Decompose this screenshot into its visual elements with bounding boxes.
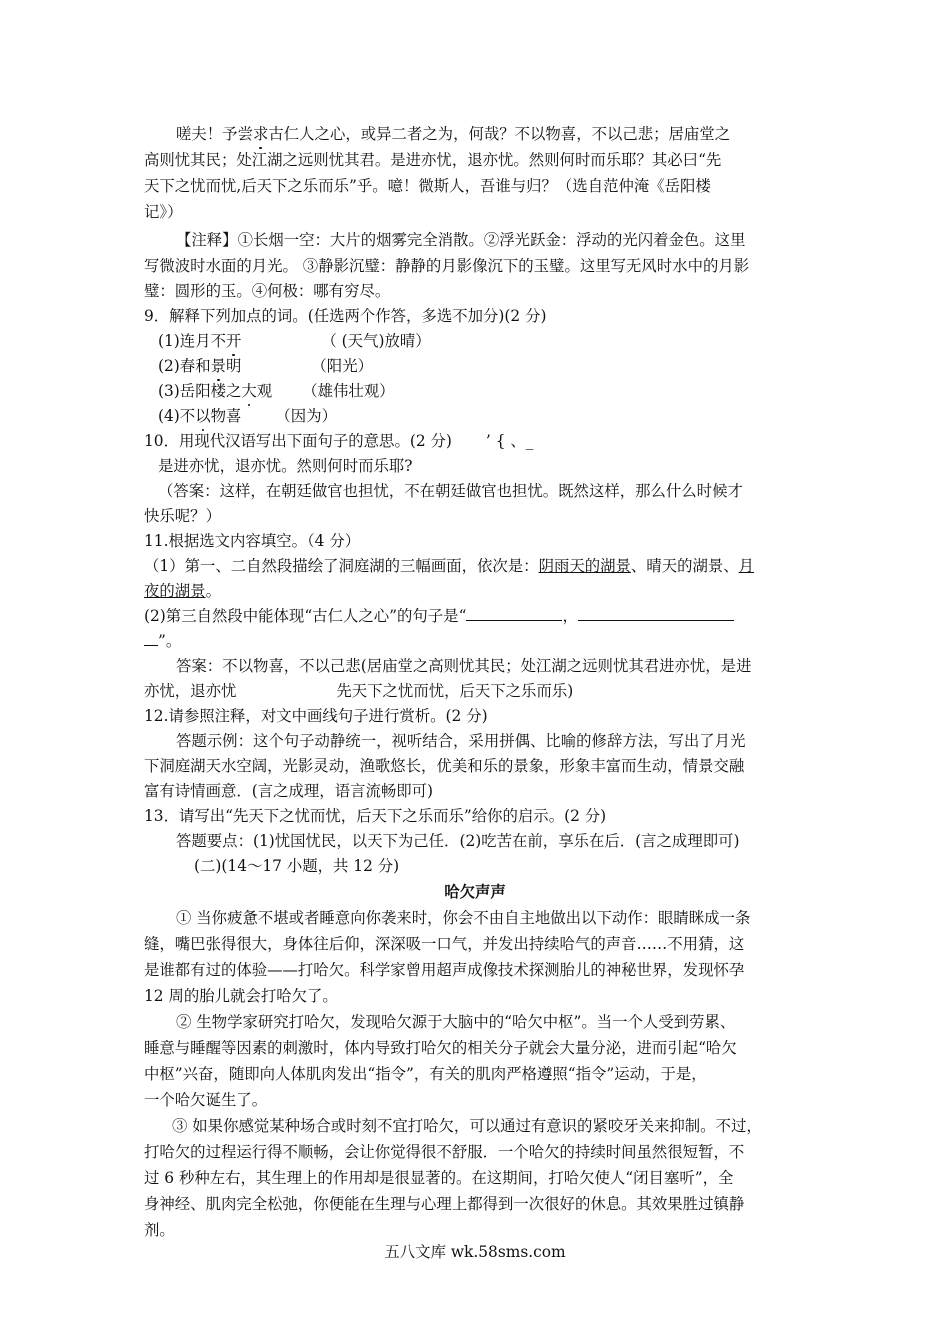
underlined-answer: 阴雨天的湖景 <box>538 557 631 575</box>
q12-answer: 下洞庭湖天水空阔，光影灵动，渔歌悠长，优美和乐的景象，形象丰富而生动，情景交融 <box>144 757 745 775</box>
article-paragraph-line: 剂。 <box>144 1221 175 1239</box>
q11-part2-cont: ”。 <box>144 629 181 653</box>
q9-item: (2)春和景明 （阳光） <box>158 354 373 378</box>
article-paragraph-line: 中枢”兴奋，随即向人体肌肉发出“指令”，有关的肌肉严格遵照“指令”运动，于是， <box>144 1065 707 1083</box>
section-label: (二)(14～17 小题，共 12 分) <box>194 857 400 875</box>
q10-answer: 快乐呢？） <box>144 507 221 525</box>
q11-part2: (2)第三自然段中能体现“古仁人之心”的句子是“ ， <box>144 604 734 628</box>
article-paragraph-line: ③ 如果你感觉某种场合或时刻不宜打哈欠，可以通过有意识的紧咬牙关来抑制。不过， <box>172 1117 762 1135</box>
article-paragraph-line: ② 生物学家研究打哈欠，发现哈欠源于大脑中的“哈欠中枢”。当一个人受到劳累、 <box>176 1013 736 1031</box>
notes-line: 【注释】①长烟一空：大片的烟雾完全消散。②浮光跃金：浮动的光闪着金色。这里 <box>176 231 746 249</box>
answer-blank <box>144 631 158 646</box>
q9-item: (4)不以物喜 （因为） <box>158 404 337 428</box>
answer-blank <box>466 606 562 621</box>
notes-line: 璧：圆形的玉。④何极：哪有穷尽。 <box>144 282 391 300</box>
article-title: 哈欠声声 <box>444 883 506 901</box>
article-paragraph-line: 身神经、肌肉完全松弛，你便能在生理与心理上都得到一次很好的休息。其效果胜过镇静 <box>144 1195 745 1213</box>
q10-answer: （答案：这样，在朝廷做官也担忧，不在朝廷做官也担忧。既然这样，那么什么时候才 <box>158 482 743 500</box>
article-paragraph-line: 睡意与睡醒等因素的刺激时，体内导致打哈欠的相关分子就会大量分泌，进而引起“哈欠 <box>144 1039 737 1057</box>
notes-line: 写微波时水面的月光。 ③静影沉璧：静静的月影像沉下的玉璧。这里写无风时水中的月影 <box>144 257 750 275</box>
q12-answer: 富有诗情画意．(言之成理，语言流畅即可) <box>144 782 434 800</box>
article-paragraph-line: 缝，嘴巴张得很大，身体往后仰，深深吸一口气，并发出持续哈气的声音……不用猜，这 <box>144 935 745 953</box>
q11-answer: 亦忧，退亦忧 先天下之忧而忧，后天下之乐而乐) <box>144 682 574 700</box>
question-11-title: 11.根据选文内容填空。（4 分） <box>144 532 361 550</box>
q9-item: (1)连月不开 （ (天气)放晴） <box>158 329 431 353</box>
question-13-title: 13．请写出“先天下之忧而忧，后天下之乐而乐”给你的启示。(2 分) <box>144 807 607 825</box>
article-paragraph-line: 打哈欠的过程运行得不顺畅，会让你觉得很不舒服．一个哈欠的持续时间虽然很短暂，不 <box>144 1143 745 1161</box>
q11-answer: 答案：不以物喜，不以己悲(居庙堂之高则忧其民；处江湖之远则忧其君进亦忧，是进 <box>176 657 752 675</box>
footer-watermark: 五八文库 wk.58sms.com <box>384 1243 566 1261</box>
q13-answer: 答题要点：(1)忧国忧民，以天下为己任．(2)吃苦在前，享乐在后．(言之成理即可) <box>176 832 740 850</box>
article-paragraph-line: 过 6 秒种左右，其生理上的作用却是很显著的。在这期间，打哈欠使人“闭目塞听”，全 <box>144 1169 734 1187</box>
q10-sentence: 是进亦忧，退亦忧。然则何时而乐耶? <box>158 457 413 475</box>
question-9-title: 9．解释下列加点的词。(任选两个作答，多选不加分)(2 分) <box>144 307 547 325</box>
question-10-title: 10．用现代汉语写出下面句子的意思。(2 分) ’ { 、_ <box>144 432 534 450</box>
passage-line: 嗟夫！予尝求古仁人之心，或异二者之为，何哉？不以物喜，不以己悲；居庙堂之 <box>176 122 730 146</box>
q11-part1: （1）第一、二自然段描绘了洞庭湖的三幅画面，依次是：阴雨天的湖景、晴天的湖景、月 <box>144 557 755 575</box>
underlined-answer: 月 <box>738 557 755 575</box>
q12-answer: 答题示例：这个句子动静统一，视听结合，采用拼偶、比喻的修辞方法，写出了月光 <box>176 732 746 750</box>
dotted-char: 求 <box>253 122 268 146</box>
passage-line: 高则忧其民；处江湖之远则忧其君。是进亦忧，退亦忧。然则何时而乐耶？其必曰“先 <box>144 151 722 169</box>
underlined-answer: 夜的湖景 <box>144 582 206 600</box>
q11-part1-cont: 夜的湖景。 <box>144 582 221 600</box>
stray-marks: ’ { 、_ <box>485 432 534 450</box>
passage-line: 记》） <box>144 203 183 221</box>
article-paragraph-line: 一个哈欠诞生了。 <box>144 1091 268 1109</box>
article-paragraph-line: 是谁都有过的体验——打哈欠。科学家曾用超声成像技术探测胎儿的神秘世界，发现怀孕 <box>144 961 745 979</box>
q9-item: (3)岳阳楼之大观 （雄伟壮观） <box>158 379 395 403</box>
article-paragraph-line: ① 当你疲惫不堪或者睡意向你袭来时，你会不由自主地做出以下动作：眼睛眯成一条 <box>176 909 751 927</box>
answer-blank <box>578 606 734 621</box>
question-12-title: 12.请参照注释，对文中画线句子进行赏析。(2 分) <box>144 707 488 725</box>
passage-line: 天下之忧而忧,后天下之乐而乐”乎。噫！微斯人，吾谁与归？（选自范仲淹《岳阳楼 <box>144 177 711 195</box>
article-paragraph-line: 12 周的胎儿就会打哈欠了。 <box>144 987 338 1005</box>
